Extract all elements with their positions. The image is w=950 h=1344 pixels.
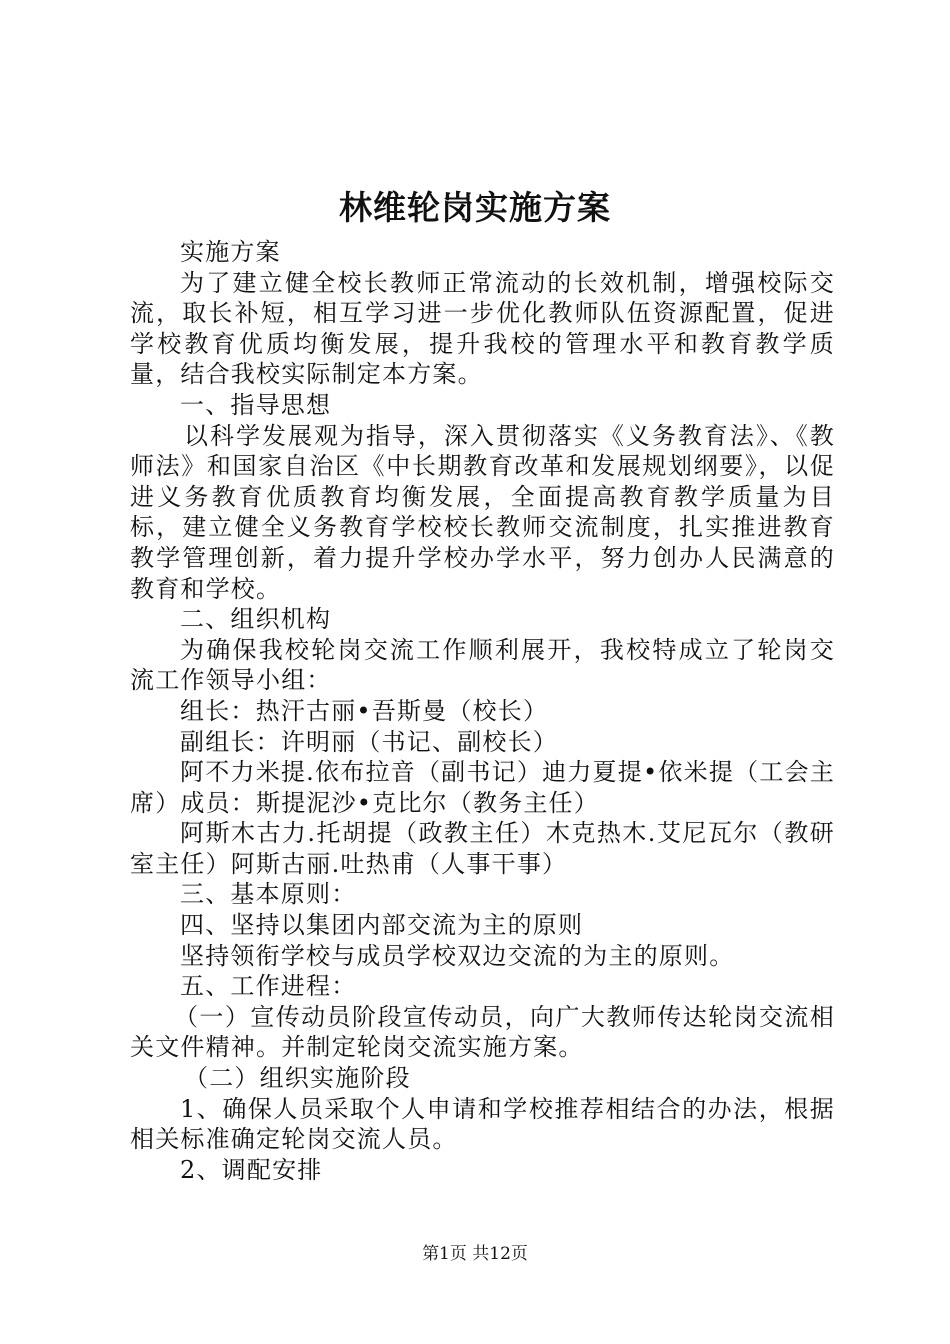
paragraph-step-one: 1、确保人员采取个人申请和学校推荐相结合的办法，根据相关标准确定轮岗交流人员。 [130, 1094, 835, 1154]
paragraph-guiding-thought: 以科学发展观为指导，深入贯彻落实《义务教育法》、《教师法》和国家自治区《中长期教育改革和发展规划纲要》，以促进义务教育优质教育均衡发展，全面提高教育教学质量为目标，建立健全义务教育学校校长教师交流制度，扎实推进教育教学管理创新，着力提升学校办学水平，努力创办人民满意的教育和学校。 [130, 421, 835, 603]
paragraph-stage-one: （一）宣传动员阶段宣传动员，向广大教师传达轮岗交流相关文件精神。并制定轮岗交流实施方案。 [130, 1002, 835, 1062]
heading-work-progress: 五、工作进程： [180, 972, 357, 1001]
document-body [130, 237, 835, 1185]
heading-stage-two: （二）组织实施阶段 [184, 1064, 411, 1093]
paragraph-organization: 为确保我校轮岗交流工作顺利展开，我校特成立了轮岗交流工作领导小组： [130, 635, 835, 695]
paragraph-leader: 组长：热汗古丽•吾斯曼（校长） [180, 696, 549, 725]
heading-basic-principles: 三、基本原则： [180, 880, 357, 909]
paragraph-intro: 为了建立健全校长教师正常流动的长效机制，增强校际交流，取长补短，相互学习进一步优化教师队伍资源配置，促进学校教育优质均衡发展，提升我校的管理水平和教育教学质量，结合我校实际制定本方案。 [130, 268, 835, 389]
paragraph-deputy-leader: 副组长：许明丽（书记、副校长） [180, 727, 558, 756]
paragraph-step-two: 2、调配安排 [180, 1155, 323, 1184]
page-footer: 第1页 共12页 [422, 1244, 528, 1264]
document-title: 林维轮岗实施方案 [339, 188, 611, 227]
paragraph-members-2: 阿斯木古力.托胡提（政教主任）木克热木.艾尼瓦尔（教研室主任）阿斯古丽.吐热甫（人事干事） [130, 819, 835, 878]
heading-organization: 二、组织机构 [180, 605, 332, 634]
section-label: 实施方案 [180, 238, 281, 266]
paragraph-principle: 坚持领衔学校与成员学校双边交流的为主的原则。 [180, 941, 735, 970]
heading-principle-four: 四、坚持以集团内部交流为主的原则 [180, 911, 584, 940]
heading-guiding-thought: 一、指导思想 [180, 390, 332, 419]
paragraph-members-1: 阿不力米提.依布拉音（副书记）迪力夏提•依米提（工会主席）成员：斯提泥沙•克比尔（教务主任） [130, 758, 835, 817]
